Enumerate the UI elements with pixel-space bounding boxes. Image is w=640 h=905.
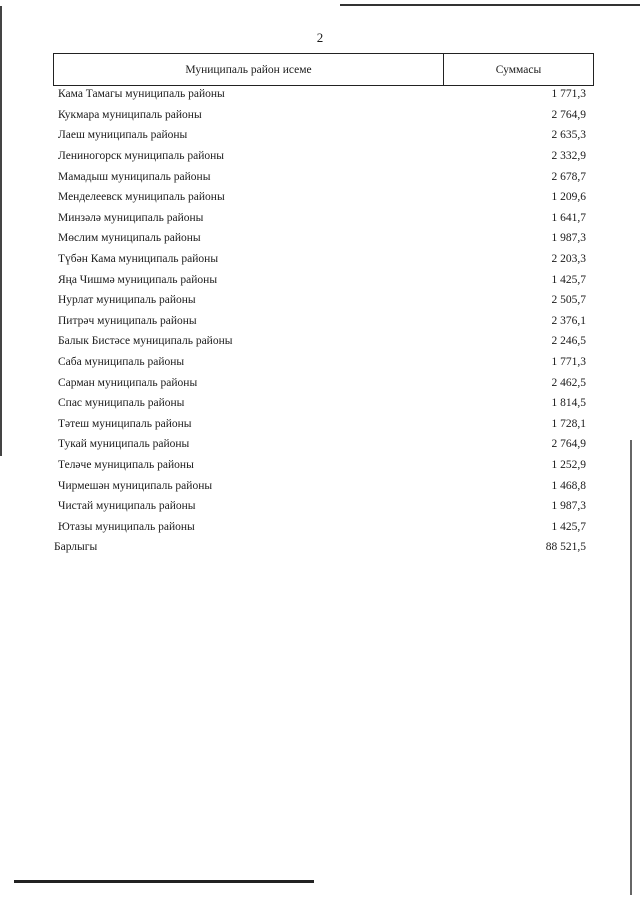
district-name: Чистай муниципаль районы bbox=[58, 500, 196, 513]
district-name: Питрәч муниципаль районы bbox=[58, 314, 197, 327]
district-name: Түбән Кама муниципаль районы bbox=[58, 253, 219, 266]
table-row bbox=[58, 311, 586, 332]
header-amount: Суммасы bbox=[444, 54, 594, 86]
table-row bbox=[58, 475, 586, 496]
district-name: Минзәлә муниципаль районы bbox=[58, 211, 204, 224]
table-row bbox=[58, 125, 586, 146]
district-name: Спас муниципаль районы bbox=[58, 397, 185, 410]
district-amount: 1 209,6 bbox=[551, 191, 586, 204]
table-row bbox=[58, 496, 586, 517]
table-row bbox=[58, 516, 586, 537]
district-amount: 1 252,9 bbox=[551, 458, 586, 471]
district-name: Лаеш муниципаль районы bbox=[58, 129, 188, 142]
table-row bbox=[58, 249, 586, 270]
district-name: Балык Бистәсе муниципаль районы bbox=[58, 335, 233, 348]
district-amount: 1 814,5 bbox=[551, 397, 586, 410]
table-row bbox=[58, 269, 586, 290]
district-name: Лениногорск муниципаль районы bbox=[58, 150, 225, 163]
table-row bbox=[58, 290, 586, 311]
total-amount: 88 521,5 bbox=[545, 541, 586, 554]
table-row bbox=[58, 352, 586, 373]
table-row bbox=[58, 393, 586, 414]
district-name: Ютазы муниципаль районы bbox=[58, 520, 195, 533]
district-amount: 1 468,8 bbox=[551, 479, 586, 492]
district-name: Тәтеш муниципаль районы bbox=[58, 417, 192, 430]
scan-edge-top bbox=[340, 4, 640, 6]
district-name: Тукай муниципаль районы bbox=[58, 438, 190, 451]
district-amount: 2 332,9 bbox=[551, 150, 586, 163]
district-name: Кукмара муниципаль районы bbox=[58, 108, 202, 121]
header-district-name: Муниципаль район исеме bbox=[54, 54, 444, 86]
page-number: 2 bbox=[316, 30, 324, 45]
district-amount: 2 246,5 bbox=[551, 335, 586, 348]
district-amount: 2 505,7 bbox=[551, 294, 586, 307]
district-amount: 2 203,3 bbox=[551, 253, 586, 266]
district-name: Яңа Чишмә муниципаль районы bbox=[58, 273, 218, 286]
district-amount: 1 987,3 bbox=[551, 500, 586, 513]
table-row bbox=[58, 372, 586, 393]
district-amount: 1 641,7 bbox=[551, 211, 586, 224]
total-row bbox=[54, 537, 586, 558]
district-name: Чирмешән муниципаль районы bbox=[58, 479, 213, 492]
district-list bbox=[54, 84, 586, 558]
district-amount: 1 728,1 bbox=[551, 417, 586, 430]
district-amount: 1 771,3 bbox=[551, 88, 586, 101]
district-amount: 2 462,5 bbox=[551, 376, 586, 389]
total-label: Барлыгы bbox=[54, 541, 98, 554]
table-row bbox=[58, 414, 586, 435]
district-amount: 1 425,7 bbox=[551, 520, 586, 533]
district-amount: 2 635,3 bbox=[551, 129, 586, 142]
scan-edge-bottom bbox=[14, 880, 314, 883]
district-name: Мамадыш муниципаль районы bbox=[58, 170, 211, 183]
scan-edge-right bbox=[630, 440, 632, 895]
table-row bbox=[58, 105, 586, 126]
table-row bbox=[58, 166, 586, 187]
district-amount: 2 764,9 bbox=[551, 438, 586, 451]
table-row bbox=[58, 208, 586, 229]
table-row bbox=[58, 228, 586, 249]
table-header bbox=[53, 53, 594, 86]
district-name: Саба муниципаль районы bbox=[58, 356, 185, 369]
district-amount: 1 771,3 bbox=[551, 356, 586, 369]
table-row bbox=[58, 455, 586, 476]
table-row bbox=[58, 331, 586, 352]
district-amount: 2 678,7 bbox=[551, 170, 586, 183]
table-row bbox=[58, 146, 586, 167]
district-amount: 1 987,3 bbox=[551, 232, 586, 245]
district-name: Теләче муниципаль районы bbox=[58, 458, 194, 471]
district-name: Нурлат муниципаль районы bbox=[58, 294, 196, 307]
district-name: Мөслим муниципаль районы bbox=[58, 232, 201, 245]
district-name: Менделеевск муниципаль районы bbox=[58, 191, 225, 204]
scan-edge-left bbox=[0, 6, 2, 456]
district-amount: 1 425,7 bbox=[551, 273, 586, 286]
table-row bbox=[58, 84, 586, 105]
table-row bbox=[58, 434, 586, 455]
district-amount: 2 376,1 bbox=[551, 314, 586, 327]
district-name: Кама Тамагы муниципаль районы bbox=[58, 88, 225, 101]
district-name: Сарман муниципаль районы bbox=[58, 376, 198, 389]
district-amount: 2 764,9 bbox=[551, 108, 586, 121]
table-row bbox=[58, 187, 586, 208]
